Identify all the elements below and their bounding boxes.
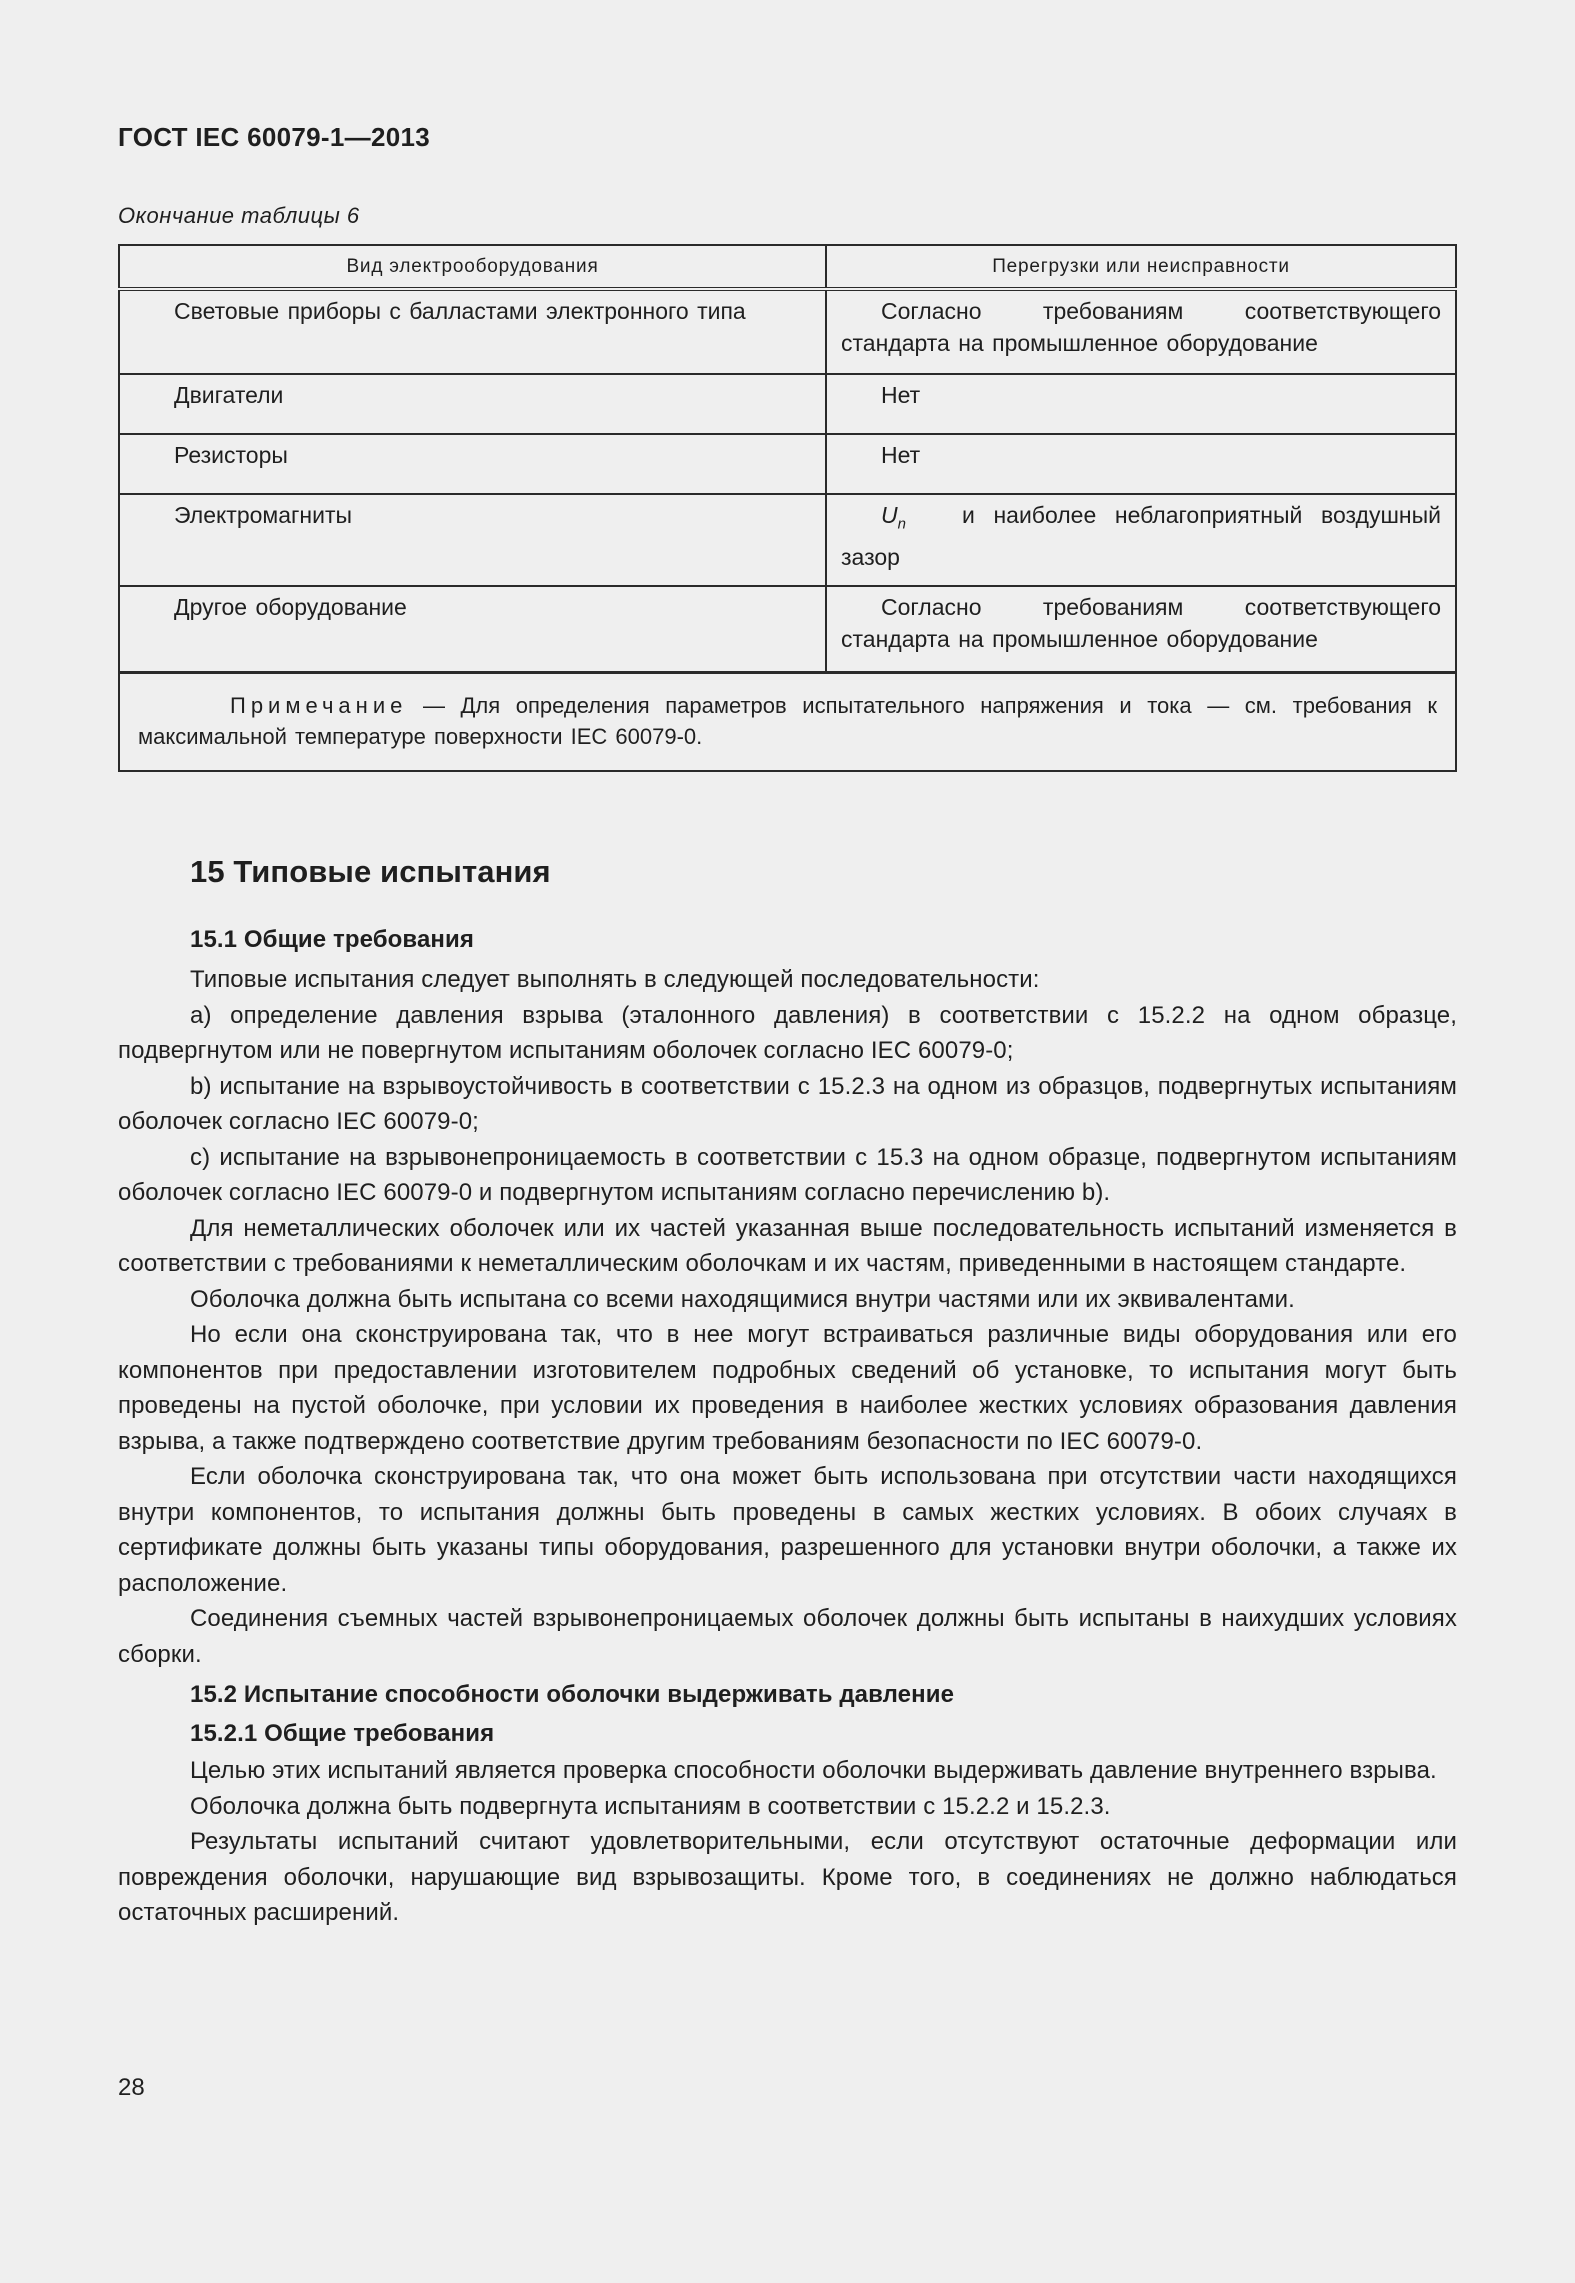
paragraph: Типовые испытания следует выполнять в следующей последовательности: [190,966,1040,993]
subsection-title: 15.2.1 Общие требования [190,1720,495,1747]
table-note [119,672,1456,771]
table-row [119,434,1456,494]
subsection-title: 15.1 Общие требования [190,926,474,953]
voltage-symbol: $U_n$ [881,502,906,533]
table-row [119,374,1456,434]
paragraph: Оболочка должна быть подвергнута испытаниям в соответствии с 15.2.2 и 15.2.3. [190,1792,1111,1820]
section-title: 15 Типовые испытания [190,854,551,889]
cell-condition: $U_n$ и наиболее неблагоприятный воздушный зазор [826,494,1456,586]
note-label: Примечание [230,692,408,718]
page-number: 28 [118,2074,145,2101]
table-row [119,586,1456,672]
column-header-condition: Перегрузки или неисправности [826,245,1456,289]
table-row [119,289,1456,374]
table-header-row [119,245,1456,289]
document-header: ГОСТ IEC 60079-1—2013 [118,122,430,152]
list-item: а) определение давления взрыва (эталонного давления) в соответствии с 15.2.2 на одном образце, подвергнутом или не повергнутом испытаниям оболочек согласно IEC 60079-0; [118,1001,1457,1064]
cell-equipment: Резисторы [119,434,826,494]
column-header-equipment: Вид электрооборудования [119,245,826,289]
cell-condition: Согласно требованиям соответствующего стандарта на промышленное оборудование [826,586,1456,672]
table-row [119,494,1456,586]
paragraph: Если оболочка сконструирована так, что она может быть использована при отсутствии части находящихся внутри компонентов, то испытания должны быть проведены в самых жестких условиях. В обоих случаях в сертификате должны быть указаны типы оборудования, разрешенного для установки внутри оболочки, а также их расположение. [118,1463,1457,1597]
cell-condition: Согласно требованиям соответствующего стандарта на промышленное оборудование [826,289,1456,374]
paragraph: Но если она сконструирована так, что в нее могут встраиваться различные виды оборудования или его компонентов при предоставлении изготовителем подробных сведений об установке, то испытания могут быть проведены на пустой оболочке, при условии их проведения в наиболее жестких условиях образования давления взрыва, а также подтверждено соответствие другим требованиям безопасности по IEC 60079-0. [118,1321,1457,1455]
paragraph: Результаты испытаний считают удовлетворительными, если отсутствуют остаточные деформации или повреждения оболочки, нарушающие вид взрывозащиты. Кроме того, в соединениях не должно наблюдаться остаточных расширений. [118,1828,1457,1926]
table-caption: Окончание таблицы 6 [118,203,360,228]
cell-equipment: Электромагниты [119,494,826,586]
table-note-row [119,672,1456,771]
section-body [118,850,1457,1931]
paragraph: Целью этих испытаний является проверка способности оболочки выдерживать давление внутреннего взрыва. [190,1757,1437,1784]
cell-equipment: Двигатели [119,374,826,434]
cell-condition: Нет [826,434,1456,494]
list-item: b) испытание на взрывоустойчивость в соответствии с 15.2.3 на одном из образцов, подвергнутых испытаниям оболочек согласно IEC 60079-0; [118,1072,1457,1135]
paragraph: Для неметаллических оболочек или их частей указанная выше последовательность испытаний изменяется в соответствии с требованиями к неметаллическим оболочкам и их частям, приведенными в настоящем стандарте. [118,1214,1457,1277]
note-text: — Для определения параметров испытательного напряжения и тока — см. требования к максимальной температуре поверхности IEC 60079-0. [138,692,1437,749]
table-6 [118,244,1457,772]
cell-equipment: Другое оборудование [119,586,826,672]
paragraph: Оболочка должна быть испытана со всеми находящимися внутри частями или их эквивалентами. [190,1285,1295,1313]
list-item: с) испытание на взрывонепроницаемость в соответствии с 15.3 на одном образце, подвергнутом испытаниям оболочек согласно IEC 60079-0 и подвергнутом испытаниям согласно перечислению b). [118,1143,1457,1206]
paragraph: Соединения съемных частей взрывонепроницаемых оболочек должны быть испытаны в наихудших условиях сборки. [118,1605,1457,1668]
cell-equipment: Световые приборы с балластами электронного типа [119,289,826,374]
subsection-title: 15.2 Испытание способности оболочки выдерживать давление [190,1681,955,1708]
cell-condition: Нет [826,374,1456,434]
